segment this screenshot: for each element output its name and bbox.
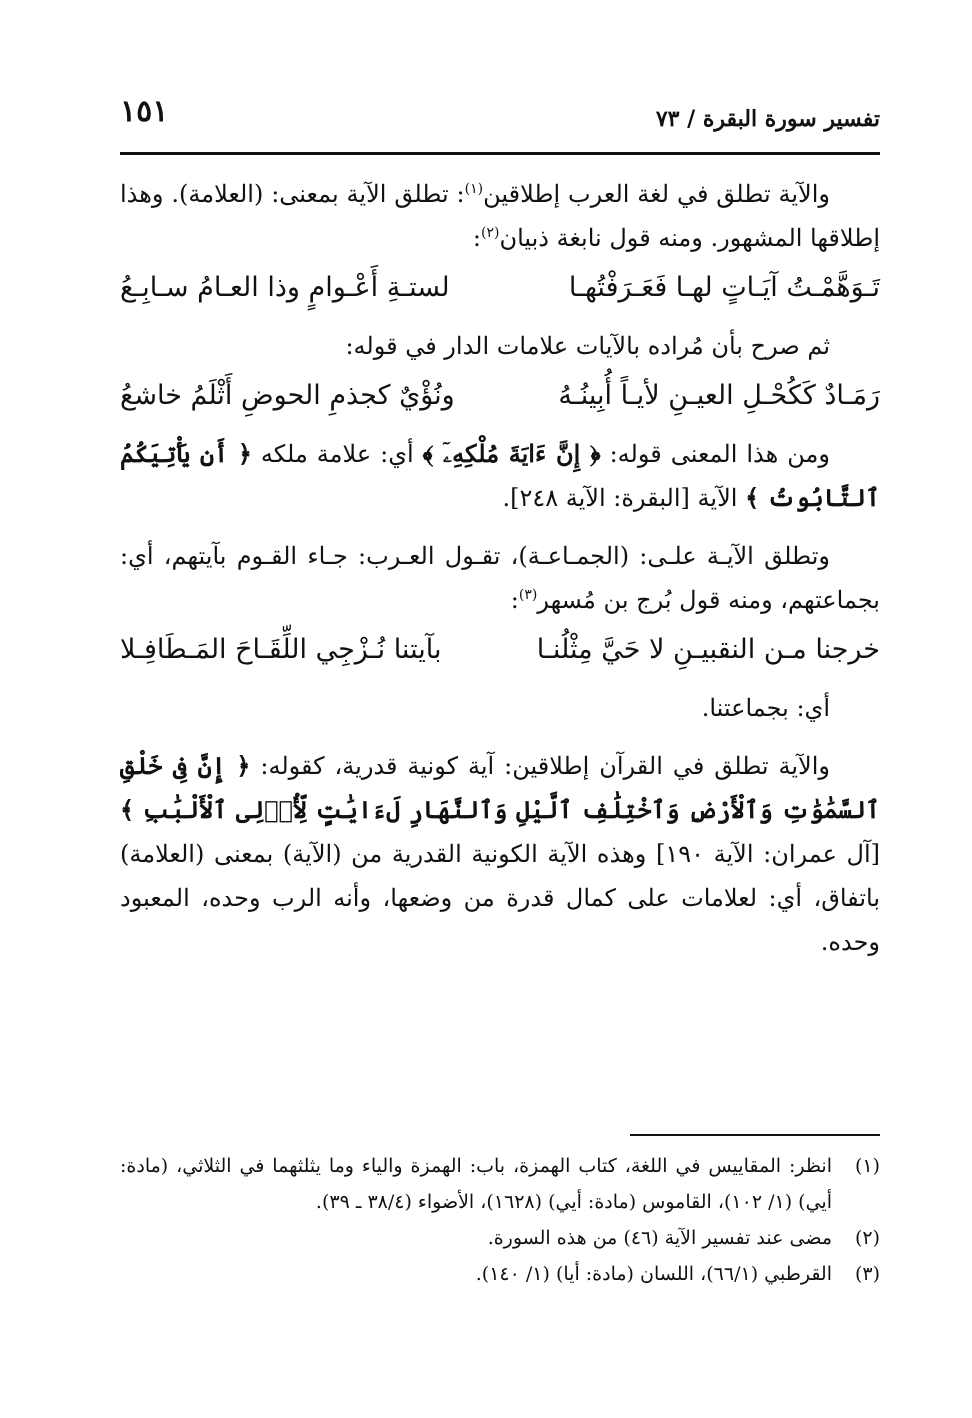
- hemistich-right: تَـوَهَّمْـتُ آيَـاتٍ لهـا فَعَـرَفْتُهـا: [568, 272, 880, 303]
- running-title: تفسير سورة البقرة / ٧٣: [655, 106, 880, 132]
- paragraph-4: وتطلق الآيـة علـى: (الجمـاعـة)، تقـول العـرب: جـاء القـوم بآيتهم، أي: بجماعتهم، ومنه قول بُرج بن مُسهر$^{(٣)}$:: [120, 542, 880, 614]
- page-number: ١٥١: [120, 94, 169, 129]
- paragraph-1: والآية تطلق في لغة العرب إطلاقين$^{(١)}$: تطلق الآية بمعنى: (العلامة). وهذا إطلاقها المشهور. ومنه قول نابغة ذبيان$^{(٢)}$:: [120, 180, 880, 252]
- paragraph-6: والآية تطلق في القرآن إطلاقين: آية كونية قدرية، كقوله: ﴿ إِنَّ فِى خَلْقِ ٱلسَّمَٰوَٰتِ وَٱلْأَرْضِ وَٱخْتِلَٰفِ ٱلَّيْلِ وَٱلنَّهَارِ لَءَايَٰتٍ لِّأُو۟لِى ٱلْأَلْبَٰبِ ﴾ [آل عمران: الآية ١٩٠] وهذه الآية الكونية القدرية من (الآية) بمعنى (العلامة) باتفاق، أي: لعلامات على كمال قدرة من وضعها، وأنه الرب وحده، المعبود وحده.: [120, 751, 881, 956]
- footnote-ref-2: (٢): [480, 225, 500, 241]
- footnote-3: (٣) القرطبي (٦٦/١)، اللسان (مادة: أيا) (١/ ١٤٠).: [475, 1263, 880, 1285]
- footnote-1: (١) انظر: المقاييس في اللغة، كتاب الهمزة، باب: الهمزة والياء وما يثلثهما في الثلاثي، (مادة: أيي) (١/ ١٠٢)، القاموس (مادة: أيي) (١٦٢٨)، الأضواء (٣٨/٤ ـ ٣٩).: [120, 1155, 880, 1213]
- paragraph-2: ثم صرح بأن مُراده بالآيات علامات الدار في قوله:: [345, 332, 830, 360]
- hemistich-left: لستـةِ أَعْـوامٍ وذا العـامُ سـابِـعُ: [120, 272, 450, 303]
- poem-verse-2: [120, 374, 880, 418]
- main-text: [120, 172, 880, 970]
- header-rule: [120, 152, 880, 155]
- poem-verse-3: [120, 628, 880, 672]
- footnote-ref-3: (٣): [518, 587, 538, 603]
- hemistich-right: رَمَـادٌ كَكُحْـلِ العيـنِ لأيـاً أُبِينُـهُ: [558, 380, 880, 411]
- footnotes-rule: [630, 1134, 880, 1136]
- hemistich-left: بآيتنا نُـزْجِي اللِّقَـاحَ المَـطَافِـلا: [120, 634, 442, 665]
- quran-quote: ﴿ أَن يَأْتِيَكُمُ ٱلتَّابُوتُ ﴾: [120, 439, 880, 512]
- quran-quote: ﴿ إِنَّ فِى خَلْقِ ٱلسَّمَٰوَٰتِ وَٱلْأَرْضِ وَٱخْتِلَٰفِ ٱلَّيْلِ وَٱلنَّهَارِ لَءَايَٰتٍ لِّأُو۟لِى ٱلْأَلْبَٰبِ ﴾: [120, 751, 880, 824]
- hemistich-left: ونُؤْيٌ كجذمِ الحوضِ أَثْلَمُ خاشعُ: [120, 380, 455, 411]
- paragraph-5: أي: بجماعتنا.: [701, 694, 830, 722]
- paragraph-3: ومن هذا المعنى قوله: ﴿ إِنَّ ءَايَةَ مُلْكِهِۦٓ ﴾ أي: علامة ملكه ﴿ أَن يَأْتِيَكُمُ ٱلتَّابُوتُ ﴾ الآية [البقرة: الآية ٢٤٨].: [120, 439, 880, 512]
- quran-quote: ﴿ إِنَّ ءَايَةَ مُلْكِهِۦٓ ﴾: [422, 439, 601, 468]
- poem-verse-1: [120, 266, 880, 310]
- footnote-ref-1: (١): [464, 181, 484, 197]
- page-header: [120, 92, 880, 132]
- hemistich-right: خرجنا مـن النقبيـنِ لا حَيَّ مِثْلُنـا: [536, 634, 880, 665]
- footnotes: [120, 1148, 880, 1292]
- footnote-2: (٢) مضى عند تفسير الآية (٤٦) من هذه السورة.: [487, 1227, 880, 1249]
